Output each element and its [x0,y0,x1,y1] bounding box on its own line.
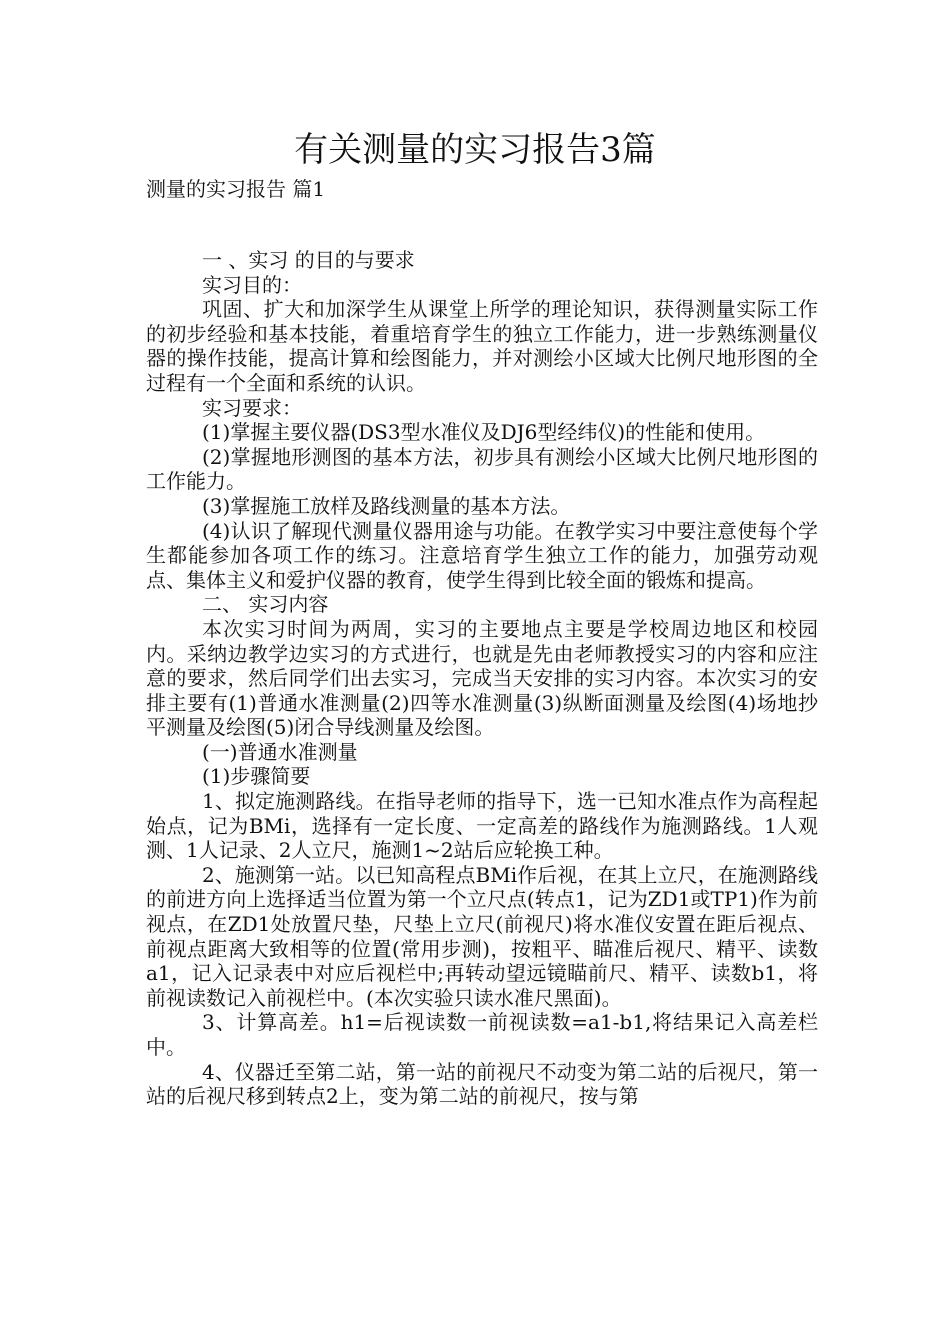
paragraph-requirement-1: (1)掌握主要仪器(DS3型水准仪及DJ6型经纬仪)的性能和使用。 [202,420,766,445]
paragraph-purpose-text: 巩固、扩大和加深学生从课堂上所学的理论知识，获得测量实际工作的初步经验和基本技能，着重培育学生的独立工作能力，进一步熟练测量仪器的操作技能，提高计算和绘图能力，并对测绘小区域大比例尺地形图的全过程有一个全面和系统的认识。 [146,297,818,395]
section-heading-purpose: 一 、实习 的目的与要求 [202,248,415,272]
paragraph-requirements-label: 实习要求： [202,395,302,420]
document-subtitle: 测量的实习报告 篇1 [146,177,326,201]
paragraph-requirement-3: (3)掌握施工放样及路线测量的基本方法。 [202,493,571,518]
paragraph-step-3: 3、计算高差。h1=后视读数一前视读数=a1-b1,将结果记入高差栏中。 [146,1010,818,1059]
document-body [146,248,818,1109]
paragraph-step-4: 4、仪器迁至第二站，第一站的前视尺不动变为第二站的后视尺，第一站的后视尺移到转点2上，变为第二站的前视尺，按与第 [146,1059,818,1109]
paragraph-purpose-label: 实习目的： [202,272,302,297]
paragraph-step-2: 2、施测第一站。以已知高程点BMi作后视，在其上立尺，在施测路线的前进方向上选择适当位置为第一个立尺点(转点1，记为ZD1或TP1)作为前视点，在ZD1处放置尺垫，尺垫上立尺(前视尺)将水准仪安置在距后视点、前视点距离大致相等的位置(常用步测)，按粗平、瞄准后视尺、精平、读数 a1，记入记录表中对应后视栏中;再转动望远镜瞄前尺、精平、读数b1，将前视读数记入前视栏中。(本次实验只读水准尺黑面)。 [146,862,818,1010]
section-heading-content: 二、 实习内容 [202,592,329,617]
paragraph-requirement-2: (2)掌握地形测图的基本方法，初步具有测绘小区域大比例尺地形图的工作能力。 [146,444,818,494]
subsection-heading-leveling: (一)普通水准测量 [202,739,358,764]
paragraph-step-1: 1、拟定施测路线。在指导老师的指导下，选一已知水准点作为高程起始点，记为BMi，选择有一定长度、一定高差的路线作为施测路线。1人观测、1人记录、2人立尺，施测1~2站后应轮换工种。 [146,789,818,863]
document-title: 有关测量的实习报告3篇 [294,130,656,170]
paragraph-content-overview: 本次实习时间为两周，实习的主要地点主要是学校周边地区和校园内。采纳边教学边实习的方式进行，也就是先由老师教授实习的内容和应注意的要求，然后同学们出去实习，完成当天安排的实习内容。本次实习的安排主要有(1)普通水准测量(2)四等水准测量(3)纵断面测量及绘图(4)场地抄平测量及绘图(5)闭合导线测量及绘图。 [146,616,818,740]
subsection-heading-steps: (1)步骤简要 [202,764,311,789]
paragraph-requirement-4: (4)认识了解现代测量仪器用途与功能。在教学实习中要注意使每个学生都能参加各项工作的练习。注意培育学生独立工作的能力，加强劳动观点、集体主义和爱护仪器的教育，使学生得到比较全面的锻炼和提高。 [146,518,818,592]
